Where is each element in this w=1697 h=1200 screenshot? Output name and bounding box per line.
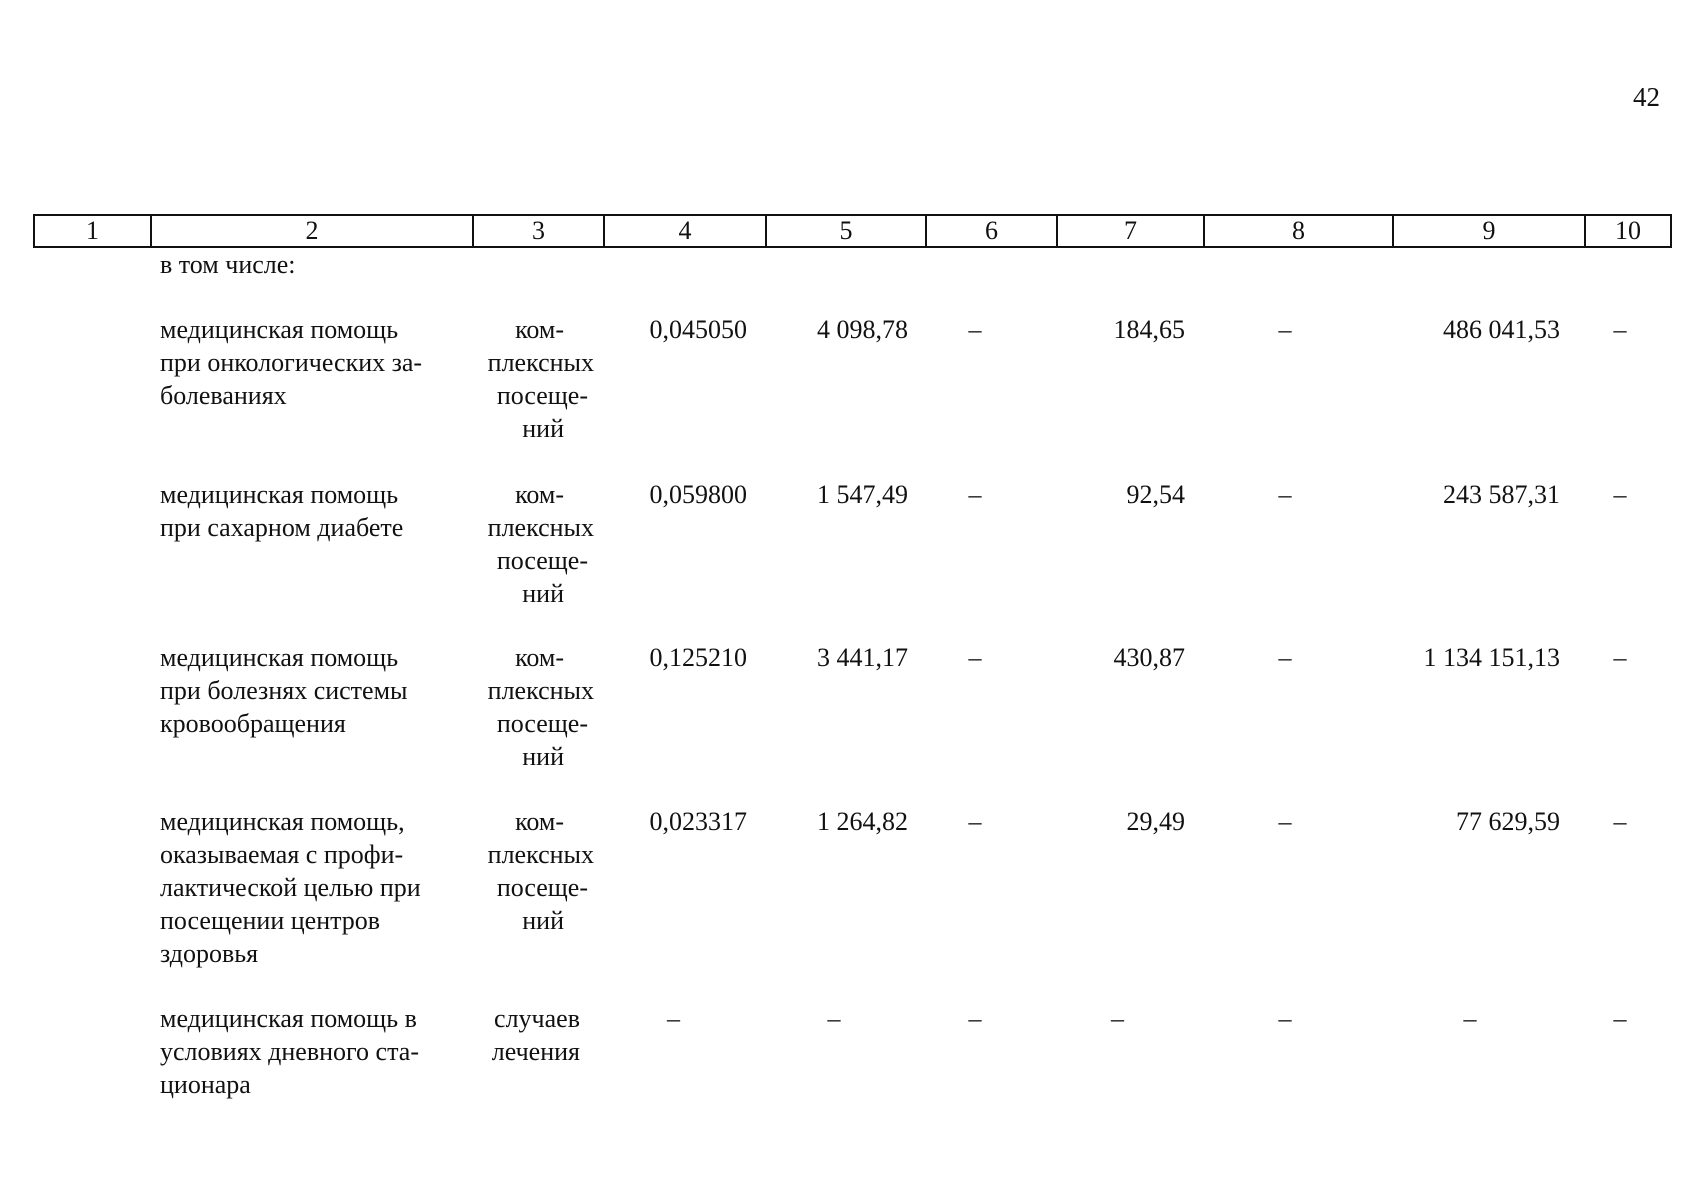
cell-col-9: 1 134 151,13 bbox=[1423, 643, 1560, 672]
header-col-9: 9 bbox=[1393, 215, 1585, 247]
cell-col-5: 1 264,82 bbox=[817, 807, 908, 836]
cell-col-7: 92,54 bbox=[1126, 480, 1185, 509]
cell-col-4: 0,125210 bbox=[649, 643, 747, 672]
cell-col-6: – bbox=[968, 315, 982, 344]
header-col-8: 8 bbox=[1204, 215, 1393, 247]
cell-col-7: – bbox=[1111, 1004, 1124, 1033]
header-col-10: 10 bbox=[1585, 215, 1671, 247]
cell-col-9: 77 629,59 bbox=[1456, 807, 1560, 836]
cell-col-5: – bbox=[827, 1004, 841, 1033]
cell-col-5: 3 441,17 bbox=[817, 643, 908, 672]
row-name: медицинская помощь при болезнях системы кровообращения bbox=[160, 643, 408, 738]
cell-col-4: 0,045050 bbox=[649, 315, 747, 344]
cell-col-4: 0,023317 bbox=[649, 807, 747, 836]
cell-col-9: – bbox=[1463, 1004, 1477, 1033]
row-unit: ком- плексных посеще- ний bbox=[487, 643, 594, 771]
cell-col-10: – bbox=[1613, 480, 1627, 509]
cell-col-9: 486 041,53 bbox=[1443, 315, 1560, 344]
row-name: медицинская помощь, оказываемая с профи- лактической целью при посещении центров здоровья bbox=[160, 807, 421, 968]
cell-col-8: – bbox=[1278, 315, 1292, 344]
cell-col-8: – bbox=[1278, 480, 1292, 509]
cell-col-5: 4 098,78 bbox=[817, 315, 908, 344]
row-unit: ком- плексных посеще- ний bbox=[487, 480, 594, 608]
column-number-header bbox=[33, 214, 1672, 248]
cell-col-7: 430,87 bbox=[1113, 643, 1185, 672]
cell-col-9: 243 587,31 bbox=[1443, 480, 1560, 509]
header-col-4: 4 bbox=[604, 215, 766, 247]
header-col-5: 5 bbox=[766, 215, 926, 247]
row-name: медицинская помощь при сахарном диабете bbox=[160, 480, 404, 542]
cell-col-7: 29,49 bbox=[1126, 807, 1185, 836]
cell-col-4: 0,059800 bbox=[649, 480, 747, 509]
subheading: в том числе: bbox=[160, 250, 296, 279]
cell-col-8: – bbox=[1278, 807, 1292, 836]
cell-col-5: 1 547,49 bbox=[817, 480, 908, 509]
cell-col-7: 184,65 bbox=[1113, 315, 1185, 344]
header-col-1: 1 bbox=[34, 215, 151, 247]
row-unit: ком- плексных посеще- ний bbox=[487, 807, 594, 935]
cell-col-6: – bbox=[968, 807, 982, 836]
header-col-7: 7 bbox=[1057, 215, 1204, 247]
row-name: медицинская помощь в условиях дневного ста- ционара bbox=[160, 1004, 419, 1099]
cell-col-4: – bbox=[667, 1004, 680, 1033]
cell-col-8: – bbox=[1278, 1004, 1292, 1033]
row-unit: случаев лечения bbox=[491, 1004, 580, 1066]
cell-col-10: – bbox=[1613, 807, 1627, 836]
header-col-2: 2 bbox=[151, 215, 473, 247]
cell-col-8: – bbox=[1278, 643, 1292, 672]
cell-col-6: – bbox=[968, 643, 982, 672]
page-number: 42 bbox=[1633, 82, 1660, 112]
header-col-3: 3 bbox=[473, 215, 604, 247]
cell-col-6: – bbox=[968, 480, 982, 509]
row-name: медицинская помощь при онкологических за- болеваниях bbox=[160, 315, 423, 410]
cell-col-10: – bbox=[1613, 643, 1627, 672]
row-unit: ком- плексных посеще- ний bbox=[487, 315, 594, 443]
cell-col-10: – bbox=[1613, 1004, 1627, 1033]
cell-col-6: – bbox=[968, 1004, 982, 1033]
header-col-6: 6 bbox=[926, 215, 1057, 247]
cell-col-10: – bbox=[1613, 315, 1627, 344]
